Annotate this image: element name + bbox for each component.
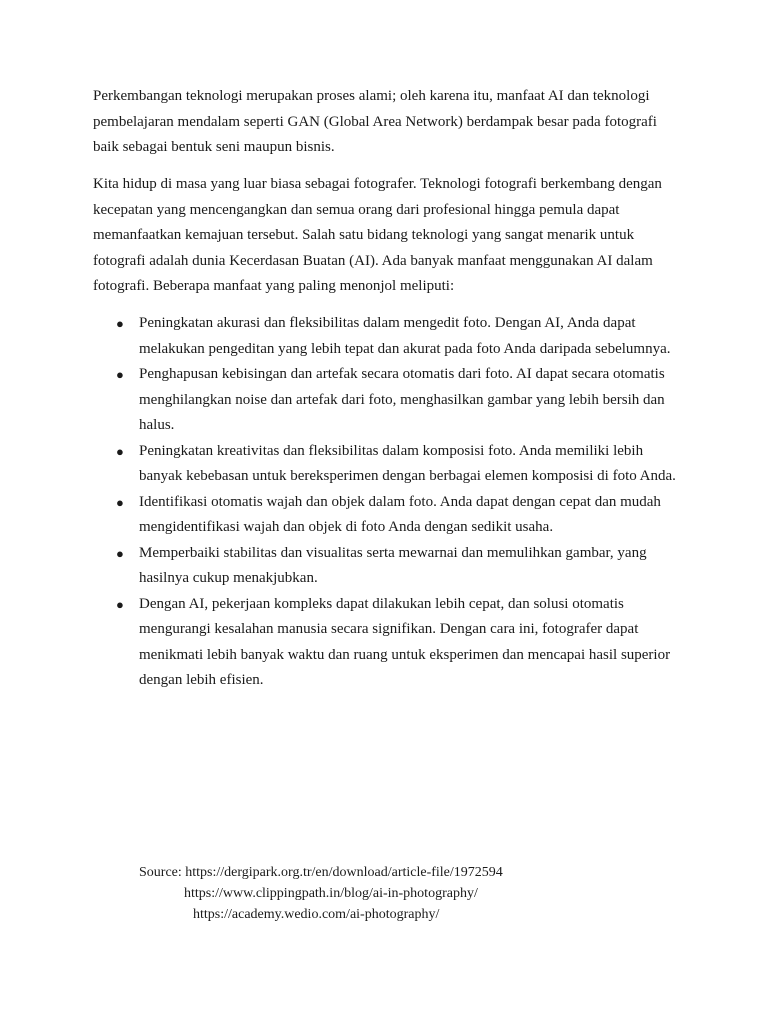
list-item-text: Identifikasi otomatis wajah dan objek dalam foto. Anda dapat dengan cepat dan mudah mengidentifikasi wajah dan objek di foto Anda dengan sedikit usaha. xyxy=(139,493,661,535)
list-item xyxy=(93,541,683,592)
sources-block xyxy=(139,862,699,925)
bullet-icon: ● xyxy=(116,367,124,382)
list-item-text: Peningkatan kreativitas dan fleksibilitas dalam komposisi foto. Anda memiliki lebih banyak kebebasan untuk bereksperimen dengan berbagai elemen komposisi di foto Anda. xyxy=(139,442,676,484)
bullet-icon: ● xyxy=(116,316,124,331)
body-paragraph: Kita hidup di masa yang luar biasa sebagai fotografer. Teknologi fotografi berkembang dengan kecepatan yang mencengangkan dan semua orang dari profesional hingga pemula dapat memanfaatkan kemajuan tersebut. Salah satu bidang teknologi yang sangat menarik untuk fotografi adalah dunia Kecerdasan Buatan (AI). Ada banyak manfaat menggunakan AI dalam fotografi. Beberapa manfaat yang paling menonjol meliputi: xyxy=(93,176,662,294)
intro-paragraph: Perkembangan teknologi merupakan proses alami; oleh karena itu, manfaat AI dan teknologi pembelajaran mendalam seperti GAN (Global Area Network) berdampak besar pada fotografi baik sebagai bentuk seni maupun bisnis. xyxy=(93,88,657,155)
bullet-icon: ● xyxy=(116,545,124,561)
list-item-text: Memperbaiki stabilitas dan visualitas serta mewarnai dan memulihkan gambar, yang hasilnya cukup menakjubkan. xyxy=(139,544,647,586)
list-item-text: Peningkatan akurasi dan fleksibilitas dalam mengedit foto. Dengan AI, Anda dapat melakukan pengeditan yang lebih tepat dan akurat pada foto Anda daripada sebelumnya. xyxy=(139,315,671,357)
source-line-3: https://academy.wedio.com/ai-photography/ xyxy=(193,907,440,922)
benefits-list xyxy=(93,311,683,694)
list-item xyxy=(93,439,683,490)
list-item xyxy=(93,311,683,362)
source-line-2: https://www.clippingpath.in/blog/ai-in-photography/ xyxy=(184,886,478,901)
source-line-1: Source: https://dergipark.org.tr/en/download/article-file/1972594 xyxy=(139,865,503,880)
list-item xyxy=(93,362,683,439)
bullet-icon: ● xyxy=(116,494,124,510)
list-item-text: Penghapusan kebisingan dan artefak secara otomatis dari foto. AI dapat secara otomatis menghilangkan noise dan artefak dari foto, menghasilkan gambar yang lebih bersih dan halus. xyxy=(139,366,665,433)
bullet-icon: ● xyxy=(116,443,124,459)
bullet-icon: ● xyxy=(116,596,124,612)
list-item-text: Dengan AI, pekerjaan kompleks dapat dilakukan lebih cepat, dan solusi otomatis mengurangi kesalahan manusia secara signifikan. Dengan cara ini, fotografer dapat menikmati lebih banyak waktu dan ruang untuk eksperimen dan mencapai hasil superior dengan lebih efisien. xyxy=(139,595,671,688)
list-item xyxy=(93,490,683,541)
list-item xyxy=(93,592,683,694)
